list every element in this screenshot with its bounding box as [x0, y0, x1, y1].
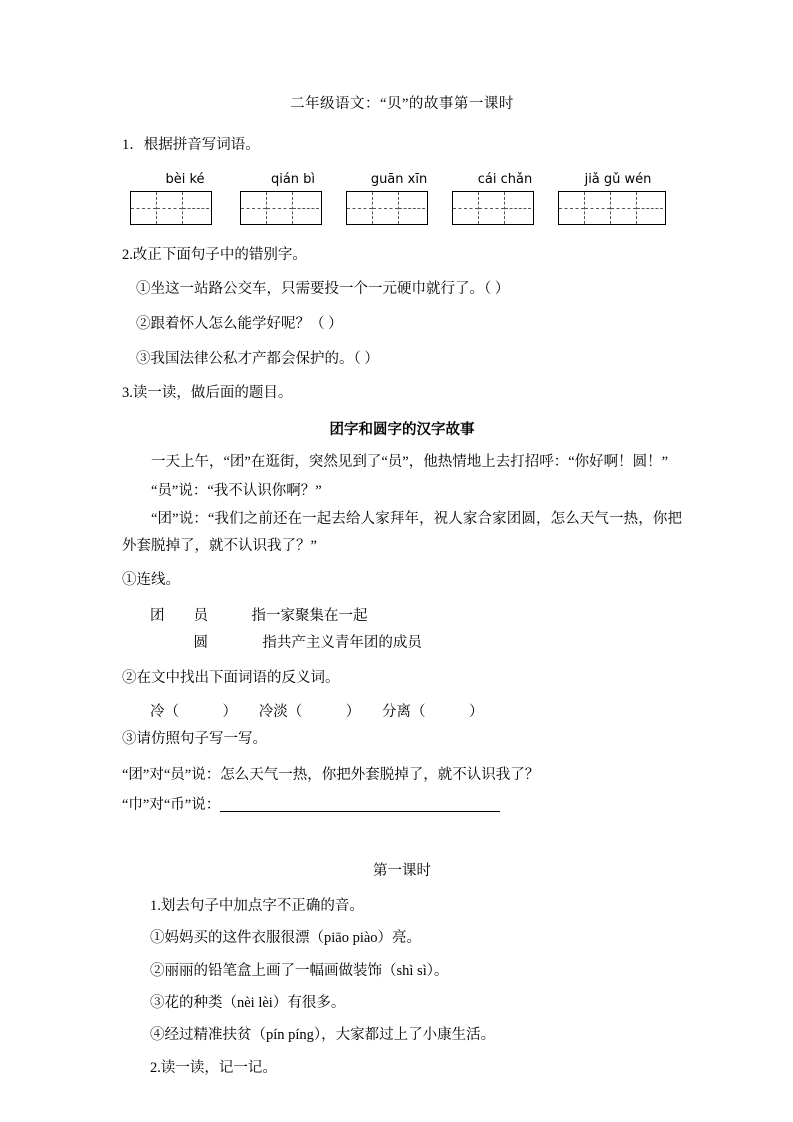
tianzi-cell[interactable] — [505, 192, 531, 224]
subquestion-2-label: ②在文中找出下面词语的反义词。 — [122, 669, 340, 686]
tianzi-grid[interactable] — [240, 191, 322, 225]
section-2-item-2: ①妈妈买的这件衣服很漂（piāo piào）亮。 — [150, 930, 422, 947]
tianzi-grid[interactable] — [452, 191, 534, 225]
pinyin-word-2: qián bì — [270, 171, 316, 187]
match-row-1[interactable]: 团 员 指一家聚集在一起 — [150, 607, 368, 624]
grid-group-1 — [130, 191, 240, 225]
section-2-title: 第一课时 — [373, 863, 431, 880]
section-2-item-4: ③花的种类（nèi lèi）有很多。 — [150, 995, 346, 1011]
section-2-item-1: 1.划去句子中加点字不正确的音。 — [150, 898, 364, 915]
tianzi-cell[interactable] — [559, 192, 585, 224]
example-sentence: “团”对“员”说：怎么天气一热，你把外套脱掉了，就不认识我了？ — [122, 767, 540, 784]
grid-group-3 — [346, 191, 452, 225]
question-2-item-1: ①坐这一站路公交车，只需要投一个一元硬巾就行了。（ ） — [136, 281, 510, 298]
tianzi-cell[interactable] — [373, 192, 399, 224]
answer-blank-line[interactable] — [220, 797, 500, 812]
document-content — [122, 92, 682, 1086]
grid-group-4 — [452, 191, 558, 225]
match-row-2[interactable]: 圆 指共产主义青年团的成员 — [150, 635, 422, 652]
pinyin-word-1: bèi ké — [165, 171, 205, 187]
tianzi-cell[interactable] — [347, 192, 373, 224]
tianzi-cell[interactable] — [267, 192, 293, 224]
pinyin-label-row — [122, 172, 682, 187]
subquestion-3-label: ③请仿照句子写一写。 — [122, 731, 267, 748]
story-paragraph-3: “团”说：“我们之前还在一起去给人家拜年，祝人家合家团圆，怎么天气一热，你把外套脱掉了，就不认识我了？” — [122, 511, 682, 555]
question-2-label: 2.改正下面句子中的错别字。 — [122, 246, 307, 263]
antonym-answer-row[interactable]: 冷（ ） 冷淡（ ） 分离（ ） — [150, 704, 484, 721]
question-3-label: 3.读一读，做后面的题目。 — [122, 385, 293, 402]
tianzi-cell[interactable] — [399, 192, 425, 224]
tianzi-cell[interactable] — [637, 192, 663, 224]
subquestion-1-label: ①连线。 — [122, 572, 180, 589]
tianzi-cell[interactable] — [157, 192, 183, 224]
tianzi-cell[interactable] — [611, 192, 637, 224]
section-2-item-5: ④经过精准扶贫（pín píng），大家都过上了小康生活。 — [150, 1027, 496, 1044]
pinyin-word-3: guān xīn — [370, 171, 428, 187]
section-2-item-6: 2.读一读，记一记。 — [150, 1059, 277, 1076]
question-2-item-3: ③我国法律公私才产都会保护的。（ ） — [136, 350, 379, 367]
grid-group-5 — [558, 191, 678, 225]
write-prompt-text: “巾”对“币”说： — [122, 796, 221, 813]
grid-group-2 — [240, 191, 346, 225]
tianzi-cell[interactable] — [241, 192, 267, 224]
question-2-item-2: ②跟着怀人怎么能学好呢？（ ） — [136, 315, 343, 332]
write-prompt-row — [122, 792, 682, 820]
tianzi-grid[interactable] — [346, 191, 428, 225]
tianzi-cell[interactable] — [585, 192, 611, 224]
section-2-item-3: ②丽丽的铅笔盒上画了一幅画做装饰（shì sì）。 — [150, 962, 449, 979]
page-title: 二年级语文：“贝”的故事第一课时 — [290, 96, 514, 112]
story-title: 团字和圆字的汉字故事 — [329, 421, 475, 438]
question-1-label: 1．根据拼音写词语。 — [122, 137, 260, 153]
tianzi-cell[interactable] — [453, 192, 479, 224]
tianzi-cell[interactable] — [293, 192, 319, 224]
writing-grid-row — [122, 191, 682, 225]
story-paragraph-1: 一天上午，“团”在逛街，突然见到了“员”，他热情地上去打招呼：“你好啊！圆！” — [151, 453, 669, 470]
tianzi-grid[interactable] — [558, 191, 666, 225]
story-paragraph-2: “员”说：“我不认识你啊？” — [151, 482, 322, 499]
pinyin-word-5: jiǎ gǔ wén — [584, 171, 652, 187]
tianzi-cell[interactable] — [131, 192, 157, 224]
tianzi-grid[interactable] — [130, 191, 212, 225]
tianzi-cell[interactable] — [183, 192, 209, 224]
tianzi-cell[interactable] — [479, 192, 505, 224]
pinyin-word-4: cái chǎn — [477, 171, 533, 187]
